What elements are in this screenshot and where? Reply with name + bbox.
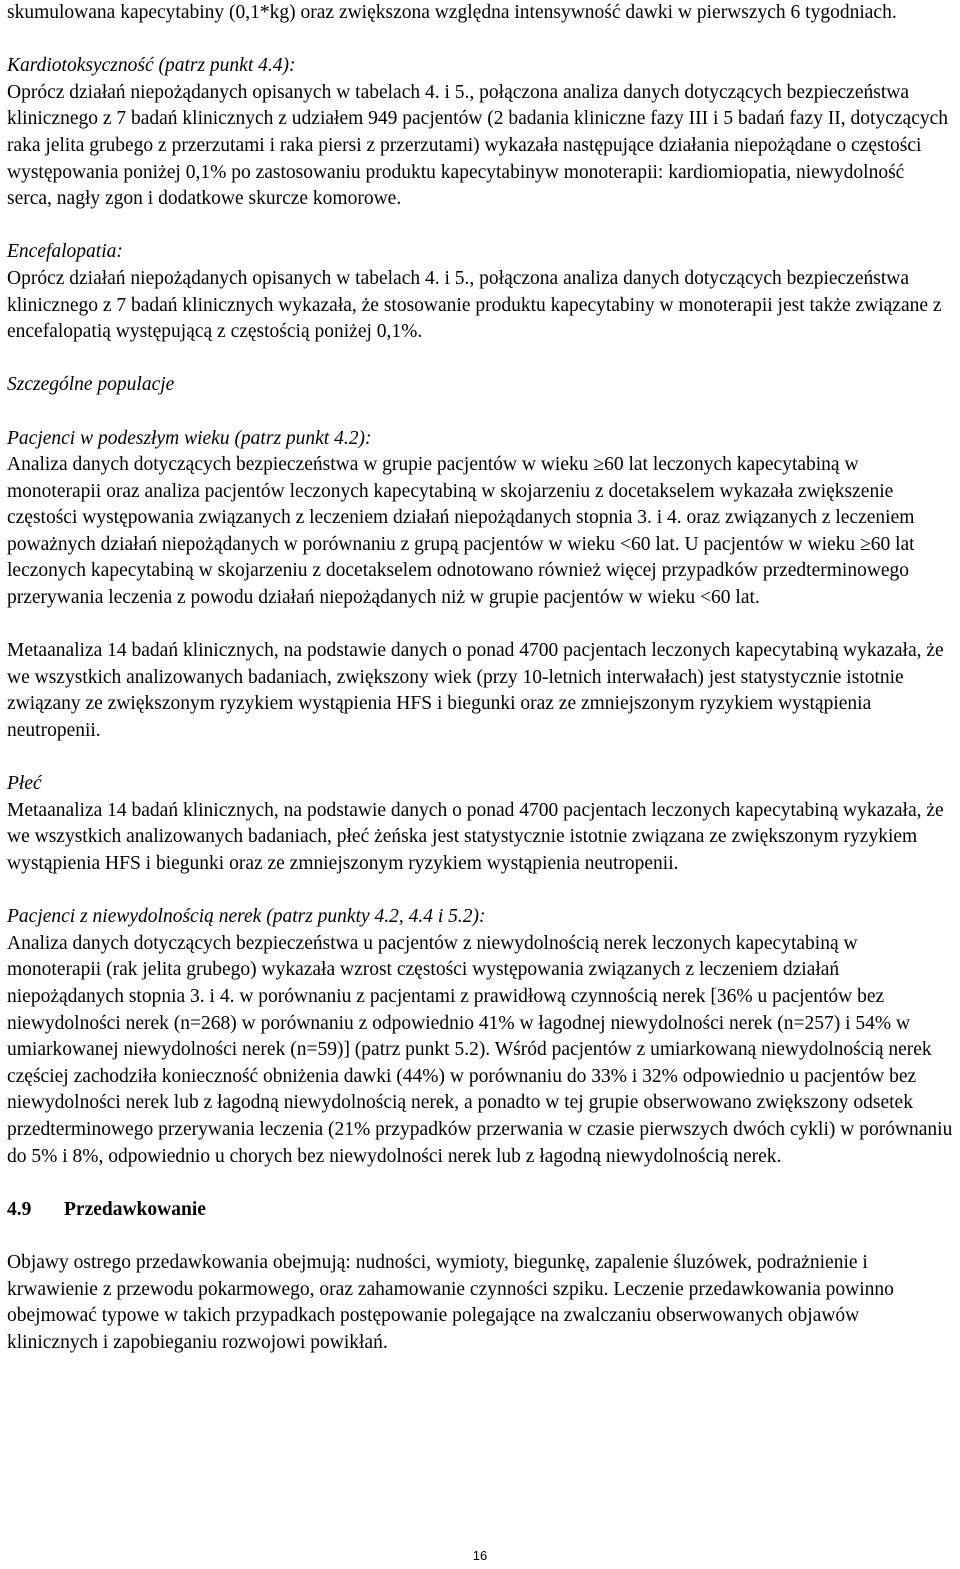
spacer: [7, 612, 953, 639]
sex-heading: Płeć: [7, 773, 42, 795]
sex-paragraph: Metaanaliza 14 badań klinicznych, na podstawie danych o ponad 4700 pacjentach leczonych kapecytabiną wykazała, że we wszystkich analizowanych badaniach, płeć żeńska jest statystycznie istotnie związana ze zwiększonym ryzykiem wystąpienia HFS i biegunki oraz ze zmniejszonym ryzykiem wystąpienia neutropenii.: [7, 799, 944, 874]
spacer: [7, 213, 953, 240]
top-fragment-paragraph: skumulowana kapecytabiny (0,1*kg) oraz zwiększona względna intensywność dawki w pierwszych 6 tygodniach.: [7, 2, 897, 23]
spacer: [7, 1170, 953, 1197]
section-title: Przedawkowanie: [64, 1198, 206, 1220]
elderly-meta-paragraph: Metaanaliza 14 badań klinicznych, na podstawie danych o ponad 4700 pacjentach leczonych kapecytabiną wykazała, że we wszystkich analizowanych badaniach, zwiększony wiek (przy 10-letnich interwałach) jest statystycznie istotnie związany ze zwiększonym ryzykiem wystąpienia HFS i biegunki oraz ze zmniejszonym ryzykiem wystąpienia neutropenii.: [7, 640, 944, 742]
spacer: [7, 878, 953, 905]
section-number: 4.9: [7, 1198, 32, 1220]
document-page: [7, 0, 953, 1356]
section-heading: [7, 1197, 953, 1224]
spacer: [7, 346, 953, 373]
encephalopathy-heading: Encefalopatia:: [7, 241, 123, 263]
overdose-paragraph: Objawy ostrego przedawkowania obejmują: nudności, wymioty, biegunkę, zapalenie śluzówek, podrażnienie i krwawienie z przewodu pokarmowego, oraz zahamowanie czynności szpiku. Leczenie przedawkowania powinno obejmować typowe w takich przypadkach postępowanie polegające na zwalczaniu obserwowanych objawów klinicznych i zapobieganiu rozwojowi powikłań.: [7, 1251, 894, 1353]
spacer: [7, 399, 953, 426]
spacer: [7, 1223, 953, 1250]
elderly-heading: Pacjenci w podeszłym wieku (patrz punkt 4.2):: [7, 427, 372, 449]
cardio-paragraph: Oprócz działań niepożądanych opisanych w tabelach 4. i 5., połączona analiza danych dotyczących bezpieczeństwa klinicznego z 7 badań klinicznych z udziałem 949 pacjentów (2 badania kliniczne fazy III i 5 badań fazy II, dotyczących raka jelita grubego z przerzutami i raka piersi z przerzutami) wykazała następujące działania niepożądane o częstości występowania poniżej 0,1% po zastosowaniu produktu kapecytabinyw monoterapii: kardiomiopatia, niewydolność serca, nagły zgon i dodatkowe skurcze komorowe.: [7, 81, 948, 210]
cardio-heading: Kardiotoksyczność (patrz punkt 4.4):: [7, 55, 296, 77]
encephalopathy-paragraph: Oprócz działań niepożądanych opisanych w tabelach 4. i 5., połączona analiza danych dotyczących bezpieczeństwa klinicznego z 7 badań klinicznych wykazała, że stosowanie produktu kapecytabiny w monoterapii jest także związane z encefalopatią występującą z częstością poniżej 0,1%.: [7, 267, 942, 343]
renal-paragraph: Analiza danych dotyczących bezpieczeństwa u pacjentów z niewydolnością nerek leczonych kapecytabiną w monoterapii (rak jelita grubego) wykazała wzrost częstości występowania związanych z leczeniem działań niepożądanych stopnia 3. i 4. w porównaniu z pacjentami z prawidłową czynnością nerek [36% u pacjentów bez niewydolności nerek (n=268) w porównaniu z odpowiednio 41% w łagodnej niewydolności nerek (n=257) i 54% w umiarkowanej niewydolności nerek (n=59)] (patrz punkt 5.2). Wśród pacjentów z umiarkowaną niewydolnością nerek częściej zachodziła konieczność obniżenia dawki (44%) w porównaniu do 33% i 32% odpowiednio u pacjentów bez niewydolności nerek lub z łagodną niewydolnością nerek, a ponadto w tej grupie obserwowano zwiększony odsetek przedterminowego przerywania leczenia (21% przypadków przerwania w czasie pierwszych dwóch cykli) w porównaniu do 5% i 8%, odpowiednio u chorych bez niewydolności nerek lub z łagodną niewydolnością nerek.: [7, 932, 953, 1167]
page-number: 16: [472, 1548, 488, 1563]
renal-heading: Pacjenci z niewydolnością nerek (patrz punkty 4.2, 4.4 i 5.2):: [7, 906, 486, 928]
elderly-paragraph: Analiza danych dotyczących bezpieczeństwa w grupie pacjentów w wieku ≥60 lat leczonych kapecytabiną w monoterapii oraz analiza pacjentów leczonych kapecytabiną w skojarzeniu z docetakselem wykazała zwiększenie częstości występowania związanych z leczeniem działań niepożądanych stopnia 3. i 4. oraz związanych z leczeniem poważnych działań niepożądanych w porównaniu z grupą pacjentów w wieku <60 lat. U pacjentów w wieku ≥60 lat leczonych kapecytabiną w skojarzeniu z docetakselem odnotowano również więcej przypadków przedterminowego przerywania leczenia z powodu działań niepożądanych niż w grupie pacjentów w wieku <60 lat.: [7, 454, 915, 609]
spacer: [7, 27, 953, 54]
special-populations-heading: Szczególne populacje: [7, 374, 175, 396]
spacer: [7, 745, 953, 772]
